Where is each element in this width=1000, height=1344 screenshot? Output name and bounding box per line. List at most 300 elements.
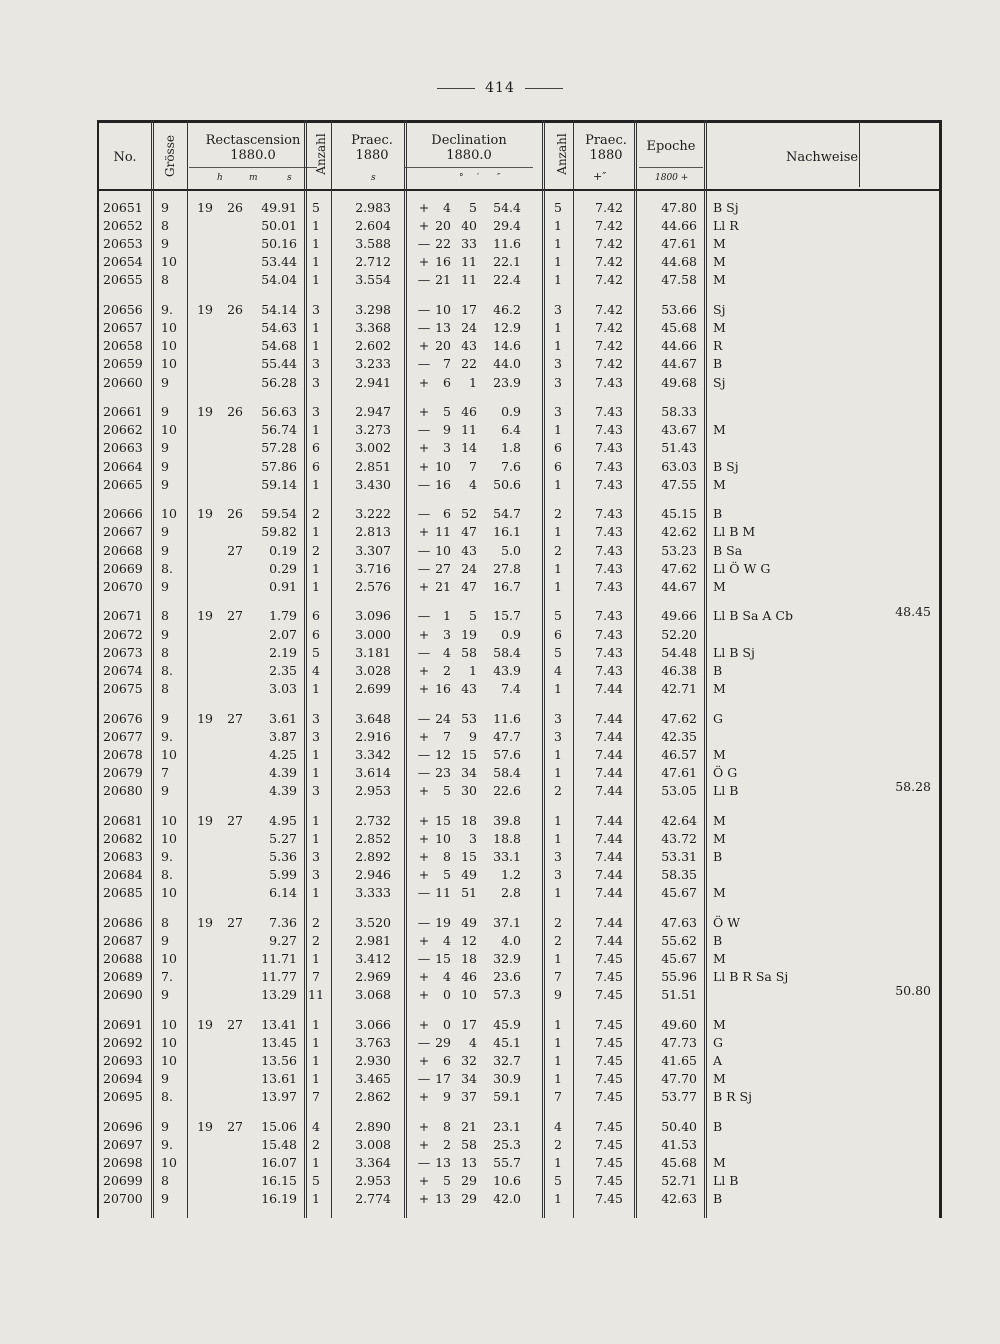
cell-decl-count: 1 xyxy=(554,272,562,288)
cell-star-number: 20667 xyxy=(103,524,143,540)
cell-decl-precession: 7.43 xyxy=(595,524,623,540)
cell-references: Ll B xyxy=(713,782,739,798)
cell-decl-arcsec: 32.9 xyxy=(493,950,521,966)
cell-epoch: 50.40 xyxy=(661,1118,697,1134)
cell-decl-count: 3 xyxy=(554,866,562,882)
cell-epoch: 49.66 xyxy=(661,608,697,624)
header-praec-unit: s xyxy=(371,173,376,183)
header-decl-epoch: 1880.0 xyxy=(446,148,492,163)
cell-decl-degrees: 5 xyxy=(443,1173,451,1189)
cell-magnitude: 10 xyxy=(161,320,177,336)
cell-ra-precession: 3.222 xyxy=(355,506,391,522)
cell-magnitude: 8. xyxy=(161,866,173,882)
cell-epoch: 52.20 xyxy=(661,626,697,642)
cell-ra-count: 4 xyxy=(312,662,320,678)
cell-decl-degrees: 11 xyxy=(435,885,451,900)
table-row xyxy=(99,867,939,883)
cell-decl-arcsec: 1.8 xyxy=(501,440,521,456)
cell-star-number: 20684 xyxy=(103,866,143,882)
cell-decl-arcmin: 47 xyxy=(461,578,477,594)
cell-decl-arcsec: 23.6 xyxy=(493,969,521,984)
cell-references: B xyxy=(713,848,723,864)
table-row xyxy=(99,579,939,595)
cell-decl-sign: — xyxy=(417,1034,431,1050)
cell-ra-precession: 3.066 xyxy=(355,1016,391,1032)
cell-decl-arcsec: 33.1 xyxy=(493,848,521,864)
cell-ra-seconds: 4.95 xyxy=(269,812,297,828)
cell-ra-count: 2 xyxy=(312,506,320,522)
cell-decl-precession: 7.45 xyxy=(595,1053,623,1068)
table-header xyxy=(99,120,939,191)
cell-ra-seconds: 2.35 xyxy=(269,662,297,678)
cell-magnitude: 10 xyxy=(161,356,177,372)
cell-decl-count: 1 xyxy=(554,422,562,438)
cell-ra-seconds: 4.39 xyxy=(269,782,297,798)
cell-decl-precession: 7.44 xyxy=(595,710,623,726)
table-row xyxy=(99,933,939,949)
cell-decl-sign: + xyxy=(418,866,430,882)
cell-decl-precession: 7.45 xyxy=(595,1155,623,1171)
cell-decl-degrees: 10 xyxy=(435,542,451,558)
cell-decl-sign: — xyxy=(417,1155,431,1171)
cell-ra-seconds: 56.74 xyxy=(261,422,297,438)
cell-decl-arcsec: 45.1 xyxy=(493,1034,521,1050)
cell-decl-precession: 7.43 xyxy=(595,662,623,678)
cell-ra-seconds: 3.03 xyxy=(269,680,297,696)
cell-epoch: 44.68 xyxy=(661,254,697,270)
cell-star-number: 20652 xyxy=(103,218,143,234)
cell-decl-degrees: 13 xyxy=(435,1155,451,1171)
cell-ra-minutes: 27 xyxy=(227,1118,243,1134)
cell-star-number: 20697 xyxy=(103,1137,143,1152)
cell-epoch: 53.31 xyxy=(661,848,697,864)
table-row xyxy=(99,1155,939,1171)
cell-star-number: 20688 xyxy=(103,950,143,966)
cell-decl-degrees: 9 xyxy=(443,1089,451,1105)
cell-decl-count: 1 xyxy=(554,218,562,234)
cell-magnitude: 9 xyxy=(161,524,169,540)
cell-decl-sign: — xyxy=(417,236,431,252)
cell-epoch: 45.68 xyxy=(661,320,697,336)
header-ra-unit-s: s xyxy=(287,173,292,183)
cell-decl-degrees: 6 xyxy=(443,506,451,522)
table-row xyxy=(99,440,939,456)
cell-magnitude: 10 xyxy=(161,506,177,522)
cell-ra-seconds: 56.28 xyxy=(261,374,297,390)
cell-decl-arcsec: 14.6 xyxy=(493,338,521,354)
cell-ra-seconds: 0.29 xyxy=(269,560,297,576)
cell-decl-count: 1 xyxy=(554,338,562,354)
cell-ra-hours: 19 xyxy=(197,710,213,726)
cell-ra-precession: 3.333 xyxy=(355,885,391,900)
table-row xyxy=(99,983,939,1003)
cell-decl-precession: 7.43 xyxy=(595,506,623,522)
cell-decl-precession: 7.43 xyxy=(595,626,623,642)
cell-references: M xyxy=(713,680,726,696)
cell-epoch: 44.67 xyxy=(661,578,697,594)
cell-ra-count: 2 xyxy=(312,914,320,930)
cell-ra-precession: 3.412 xyxy=(355,950,391,966)
cell-ra-count: 6 xyxy=(312,440,320,456)
cell-ra-seconds: 49.91 xyxy=(261,200,297,215)
cell-star-number: 20672 xyxy=(103,626,143,642)
cell-decl-count: 5 xyxy=(554,200,562,215)
cell-ra-seconds: 56.63 xyxy=(261,404,297,420)
cell-decl-arcsec: 7.4 xyxy=(501,680,521,696)
cell-decl-count: 3 xyxy=(554,848,562,864)
table-row xyxy=(99,200,939,216)
cell-star-number: 20665 xyxy=(103,476,143,492)
cell-decl-degrees: 4 xyxy=(443,200,451,215)
cell-ra-count: 5 xyxy=(312,1173,320,1189)
cell-ra-seconds: 11.71 xyxy=(261,950,297,966)
cell-ra-seconds: 0.91 xyxy=(269,578,297,594)
cell-ra-hours: 19 xyxy=(197,1016,213,1032)
table-row xyxy=(99,236,939,252)
cell-decl-precession: 7.44 xyxy=(595,746,623,762)
cell-epoch: 47.62 xyxy=(661,710,697,726)
cell-extra-value: 50.80 xyxy=(895,983,931,999)
cell-magnitude: 9. xyxy=(161,1137,173,1152)
header-epoche-underline xyxy=(639,167,703,168)
cell-decl-sign: + xyxy=(418,782,430,798)
cell-ra-precession: 3.648 xyxy=(355,710,391,726)
cell-magnitude: 10 xyxy=(161,422,177,438)
cell-decl-precession: 7.45 xyxy=(595,987,623,1003)
table-row xyxy=(99,1053,939,1069)
cell-ra-count: 1 xyxy=(312,254,320,270)
header-nachweise: Nachweise xyxy=(785,150,859,165)
cell-magnitude: 9 xyxy=(161,1071,169,1087)
cell-magnitude: 10 xyxy=(161,254,177,270)
cell-ra-precession: 2.953 xyxy=(355,782,391,798)
cell-decl-arcsec: 18.8 xyxy=(493,830,521,846)
cell-decl-arcmin: 33 xyxy=(461,236,477,252)
cell-references: Ö G xyxy=(713,764,738,780)
cell-decl-degrees: 5 xyxy=(443,866,451,882)
cell-ra-precession: 3.298 xyxy=(355,302,391,318)
cell-ra-seconds: 9.27 xyxy=(269,932,297,948)
cell-references: M xyxy=(713,1071,726,1087)
cell-magnitude: 9 xyxy=(161,374,169,390)
cell-ra-precession: 2.699 xyxy=(355,680,391,696)
cell-ra-seconds: 3.61 xyxy=(269,710,297,726)
header-ra-unit-m: m xyxy=(249,173,258,183)
cell-decl-sign: — xyxy=(417,476,431,492)
cell-ra-precession: 2.851 xyxy=(355,458,391,474)
cell-decl-arcmin: 15 xyxy=(461,746,477,762)
table-row xyxy=(99,422,939,438)
cell-decl-precession: 7.44 xyxy=(595,914,623,930)
cell-ra-precession: 2.576 xyxy=(355,578,391,594)
cell-star-number: 20664 xyxy=(103,458,143,474)
table-row xyxy=(99,1173,939,1189)
cell-star-number: 20692 xyxy=(103,1034,143,1050)
cell-ra-precession: 2.813 xyxy=(355,524,391,540)
cell-magnitude: 9 xyxy=(161,932,169,948)
table-row xyxy=(99,1089,939,1105)
page-number-dash-left xyxy=(437,88,475,89)
cell-decl-sign: — xyxy=(417,422,431,438)
cell-decl-arcsec: 12.9 xyxy=(493,320,521,336)
cell-ra-seconds: 55.44 xyxy=(261,356,297,372)
table-row xyxy=(99,272,939,288)
header-praec2-unit: +″ xyxy=(593,170,607,183)
cell-decl-degrees: 3 xyxy=(443,440,451,456)
cell-star-number: 20666 xyxy=(103,506,143,522)
cell-references: M xyxy=(713,476,726,492)
cell-magnitude: 10 xyxy=(161,338,177,354)
cell-decl-precession: 7.42 xyxy=(595,218,623,234)
cell-ra-count: 3 xyxy=(312,866,320,882)
cell-decl-count: 5 xyxy=(554,608,562,624)
cell-epoch: 47.70 xyxy=(661,1071,697,1087)
cell-decl-degrees: 12 xyxy=(435,746,451,762)
cell-references: M xyxy=(713,950,726,966)
cell-magnitude: 7. xyxy=(161,969,173,984)
cell-epoch: 42.62 xyxy=(661,524,697,540)
cell-star-number: 20655 xyxy=(103,272,143,288)
cell-star-number: 20674 xyxy=(103,662,143,678)
cell-ra-count: 1 xyxy=(312,272,320,288)
cell-decl-arcmin: 46 xyxy=(461,404,477,420)
cell-epoch: 55.96 xyxy=(661,969,697,984)
cell-star-number: 20675 xyxy=(103,680,143,696)
header-rectascension xyxy=(189,133,317,163)
cell-ra-count: 1 xyxy=(312,830,320,846)
cell-references: R xyxy=(713,338,723,354)
cell-star-number: 20673 xyxy=(103,644,143,660)
cell-magnitude: 10 xyxy=(161,885,177,900)
header-declination xyxy=(405,133,533,163)
cell-decl-sign: — xyxy=(417,746,431,762)
cell-decl-count: 3 xyxy=(554,302,562,318)
cell-magnitude: 7 xyxy=(161,764,169,780)
cell-star-number: 20686 xyxy=(103,914,143,930)
cell-decl-sign: + xyxy=(418,812,430,828)
cell-ra-precession: 3.763 xyxy=(355,1034,391,1050)
cell-star-number: 20681 xyxy=(103,812,143,828)
cell-ra-precession: 3.465 xyxy=(355,1071,391,1087)
cell-decl-count: 1 xyxy=(554,476,562,492)
cell-decl-count: 1 xyxy=(554,524,562,540)
cell-decl-arcsec: 32.7 xyxy=(493,1053,521,1068)
cell-decl-degrees: 17 xyxy=(435,1071,451,1087)
cell-star-number: 20691 xyxy=(103,1016,143,1032)
cell-ra-seconds: 1.79 xyxy=(269,608,297,624)
table-row xyxy=(99,375,939,391)
cell-decl-precession: 7.45 xyxy=(595,950,623,966)
cell-ra-hours: 19 xyxy=(197,302,213,318)
cell-star-number: 20651 xyxy=(103,200,143,215)
cell-decl-degrees: 13 xyxy=(435,1191,451,1207)
cell-ra-count: 6 xyxy=(312,458,320,474)
cell-decl-sign: + xyxy=(418,1053,430,1068)
cell-references: M xyxy=(713,236,726,252)
cell-decl-degrees: 15 xyxy=(435,950,451,966)
header-epoche: Epoche xyxy=(646,139,696,154)
cell-decl-arcsec: 55.7 xyxy=(493,1155,521,1171)
cell-ra-count: 6 xyxy=(312,626,320,642)
table-body xyxy=(99,186,939,1218)
cell-decl-degrees: 19 xyxy=(435,914,451,930)
cell-ra-seconds: 6.14 xyxy=(269,885,297,900)
page-number xyxy=(0,80,1000,96)
table-row xyxy=(99,645,939,661)
cell-magnitude: 9 xyxy=(161,578,169,594)
cell-decl-arcsec: 30.9 xyxy=(493,1071,521,1087)
cell-decl-degrees: 16 xyxy=(435,476,451,492)
cell-ra-seconds: 5.36 xyxy=(269,848,297,864)
cell-epoch: 54.48 xyxy=(661,644,697,660)
cell-decl-degrees: 10 xyxy=(435,302,451,318)
cell-ra-seconds: 15.06 xyxy=(261,1118,297,1134)
cell-decl-count: 1 xyxy=(554,1053,562,1068)
cell-ra-count: 5 xyxy=(312,200,320,215)
cell-decl-arcmin: 47 xyxy=(461,524,477,540)
cell-magnitude: 10 xyxy=(161,1016,177,1032)
cell-decl-count: 1 xyxy=(554,236,562,252)
cell-epoch: 43.67 xyxy=(661,422,697,438)
cell-decl-precession: 7.44 xyxy=(595,812,623,828)
cell-decl-precession: 7.45 xyxy=(595,1016,623,1032)
cell-ra-precession: 2.862 xyxy=(355,1089,391,1105)
cell-ra-hours: 19 xyxy=(197,200,213,215)
cell-star-number: 20668 xyxy=(103,542,143,558)
cell-ra-count: 2 xyxy=(312,932,320,948)
cell-decl-degrees: 8 xyxy=(443,1118,451,1134)
cell-ra-hours: 19 xyxy=(197,404,213,420)
cell-decl-degrees: 2 xyxy=(443,1137,451,1152)
cell-decl-sign: — xyxy=(417,710,431,726)
cell-decl-precession: 7.45 xyxy=(595,1071,623,1087)
cell-decl-count: 2 xyxy=(554,914,562,930)
cell-epoch: 47.55 xyxy=(661,476,697,492)
cell-star-number: 20656 xyxy=(103,302,143,318)
table-row xyxy=(99,459,939,475)
cell-ra-seconds: 4.39 xyxy=(269,764,297,780)
cell-decl-sign: — xyxy=(417,356,431,372)
cell-references: Ll B R Sa Sj xyxy=(713,969,789,984)
cell-epoch: 47.58 xyxy=(661,272,697,288)
cell-ra-count: 1 xyxy=(312,422,320,438)
cell-decl-sign: + xyxy=(418,1016,430,1032)
cell-ra-minutes: 27 xyxy=(227,608,243,624)
cell-magnitude: 8 xyxy=(161,608,169,624)
cell-decl-arcsec: 47.7 xyxy=(493,728,521,744)
cell-decl-sign: — xyxy=(417,272,431,288)
header-praec xyxy=(347,133,397,163)
cell-ra-precession: 2.981 xyxy=(355,932,391,948)
cell-ra-seconds: 13.56 xyxy=(261,1053,297,1068)
cell-decl-sign: + xyxy=(418,254,430,270)
page-number-dash-right xyxy=(525,88,563,89)
cell-decl-sign: + xyxy=(418,440,430,456)
cell-decl-degrees: 20 xyxy=(435,218,451,234)
cell-ra-precession: 3.430 xyxy=(355,476,391,492)
cell-ra-seconds: 5.27 xyxy=(269,830,297,846)
cell-decl-sign: — xyxy=(417,506,431,522)
cell-decl-arcmin: 34 xyxy=(461,1071,477,1087)
cell-references: Ll B Sj xyxy=(713,644,755,660)
table-row xyxy=(99,778,939,799)
cell-decl-sign: + xyxy=(418,662,430,678)
cell-decl-sign: — xyxy=(417,608,431,624)
cell-decl-degrees: 5 xyxy=(443,782,451,798)
header-ra-epoch: 1880.0 xyxy=(230,148,276,163)
cell-magnitude: 9 xyxy=(161,1191,169,1207)
cell-ra-count: 1 xyxy=(312,1016,320,1032)
cell-ra-count: 1 xyxy=(312,236,320,252)
cell-epoch: 43.72 xyxy=(661,830,697,846)
cell-magnitude: 8 xyxy=(161,1173,169,1189)
table-row xyxy=(99,1071,939,1087)
cell-magnitude: 8 xyxy=(161,914,169,930)
cell-ra-minutes: 27 xyxy=(227,710,243,726)
cell-ra-seconds: 54.68 xyxy=(261,338,297,354)
cell-epoch: 42.71 xyxy=(661,680,697,696)
cell-ra-precession: 2.953 xyxy=(355,1173,391,1189)
cell-epoch: 53.05 xyxy=(661,782,697,798)
cell-star-number: 20693 xyxy=(103,1053,143,1068)
cell-ra-count: 1 xyxy=(312,476,320,492)
cell-ra-precession: 3.554 xyxy=(355,272,391,288)
cell-decl-arcmin: 24 xyxy=(461,320,477,336)
cell-decl-sign: — xyxy=(417,560,431,576)
cell-epoch: 42.63 xyxy=(661,1191,697,1207)
cell-decl-arcsec: 16.7 xyxy=(493,578,521,594)
cell-star-number: 20687 xyxy=(103,932,143,948)
cell-decl-arcsec: 39.8 xyxy=(493,812,521,828)
cell-ra-count: 1 xyxy=(312,746,320,762)
cell-star-number: 20679 xyxy=(103,764,143,780)
table-row xyxy=(99,765,939,781)
cell-star-number: 20680 xyxy=(103,782,143,798)
table-row xyxy=(99,885,939,901)
cell-references: M xyxy=(713,578,726,594)
cell-decl-count: 4 xyxy=(554,1118,562,1134)
cell-magnitude: 10 xyxy=(161,812,177,828)
cell-decl-arcmin: 37 xyxy=(461,1089,477,1105)
cell-ra-count: 1 xyxy=(312,950,320,966)
header-ra-underline xyxy=(189,167,317,168)
cell-epoch: 41.53 xyxy=(661,1137,697,1152)
cell-star-number: 20685 xyxy=(103,885,143,900)
cell-decl-count: 1 xyxy=(554,1071,562,1087)
cell-ra-precession: 3.008 xyxy=(355,1137,391,1152)
cell-decl-arcsec: 6.4 xyxy=(501,422,521,438)
cell-decl-degrees: 24 xyxy=(435,710,451,726)
cell-ra-count: 1 xyxy=(312,1034,320,1050)
cell-decl-sign: — xyxy=(417,302,431,318)
cell-decl-arcsec: 29.4 xyxy=(493,218,521,234)
cell-decl-degrees: 7 xyxy=(443,356,451,372)
cell-decl-precession: 7.43 xyxy=(595,608,623,624)
cell-ra-minutes: 27 xyxy=(227,1016,243,1032)
cell-decl-count: 5 xyxy=(554,1173,562,1189)
cell-ra-count: 1 xyxy=(312,1053,320,1068)
cell-ra-seconds: 2.07 xyxy=(269,626,297,642)
cell-ra-hours: 19 xyxy=(197,812,213,828)
cell-star-number: 20698 xyxy=(103,1155,143,1171)
cell-epoch: 44.67 xyxy=(661,356,697,372)
cell-decl-sign: + xyxy=(418,987,430,1003)
cell-decl-arcsec: 0.9 xyxy=(501,626,521,642)
cell-star-number: 20670 xyxy=(103,578,143,594)
cell-ra-seconds: 2.19 xyxy=(269,644,297,660)
cell-ra-seconds: 16.19 xyxy=(261,1191,297,1207)
cell-ra-count: 5 xyxy=(312,644,320,660)
